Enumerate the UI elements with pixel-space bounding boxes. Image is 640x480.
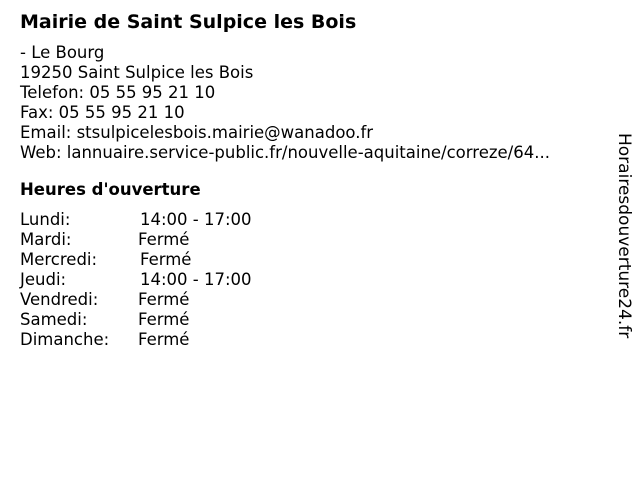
hours-row-mardi bbox=[20, 230, 600, 250]
hours-row-vendredi bbox=[20, 290, 600, 310]
city-line: 19250 Saint Sulpice les Bois bbox=[20, 63, 254, 82]
day-hours: 14:00 - 17:00 bbox=[140, 210, 252, 229]
day-label: Lundi: bbox=[20, 210, 71, 229]
day-hours: Fermé bbox=[138, 330, 190, 349]
day-label: Mercredi: bbox=[20, 250, 98, 269]
day-label: Vendredi: bbox=[20, 290, 99, 309]
street-line: - Le Bourg bbox=[20, 43, 105, 62]
day-label: Dimanche: bbox=[20, 330, 110, 349]
day-label: Jeudi: bbox=[20, 270, 67, 289]
day-hours: Fermé bbox=[140, 250, 192, 269]
day-label: Samedi: bbox=[20, 310, 88, 329]
phone-line: Telefon: 05 55 95 21 10 bbox=[20, 83, 216, 102]
opening-hours-heading: Heures d'ouverture bbox=[20, 180, 201, 199]
page-title: Mairie de Saint Sulpice les Bois bbox=[20, 11, 357, 33]
hours-row-dimanche bbox=[20, 330, 600, 350]
listing-card bbox=[20, 10, 600, 350]
web-line: Web: lannuaire.service-public.fr/nouvelle-aquitaine/correze/64... bbox=[20, 143, 550, 162]
day-label: Mardi: bbox=[20, 230, 72, 249]
hours-row-jeudi bbox=[20, 270, 600, 290]
hours-row-mercredi bbox=[20, 250, 600, 270]
address-block bbox=[20, 43, 600, 163]
hours-row-lundi bbox=[20, 210, 600, 230]
hours-row-samedi bbox=[20, 310, 600, 330]
day-hours: Fermé bbox=[138, 230, 190, 249]
day-hours: 14:00 - 17:00 bbox=[140, 270, 252, 289]
site-brand-watermark: Horairesdouverture24.fr bbox=[614, 133, 634, 339]
day-hours: Fermé bbox=[138, 290, 190, 309]
opening-hours-table bbox=[20, 210, 600, 350]
email-line: Email: stsulpicelesbois.mairie@wanadoo.fr bbox=[20, 123, 374, 142]
fax-line: Fax: 05 55 95 21 10 bbox=[20, 103, 185, 122]
day-hours: Fermé bbox=[138, 310, 190, 329]
